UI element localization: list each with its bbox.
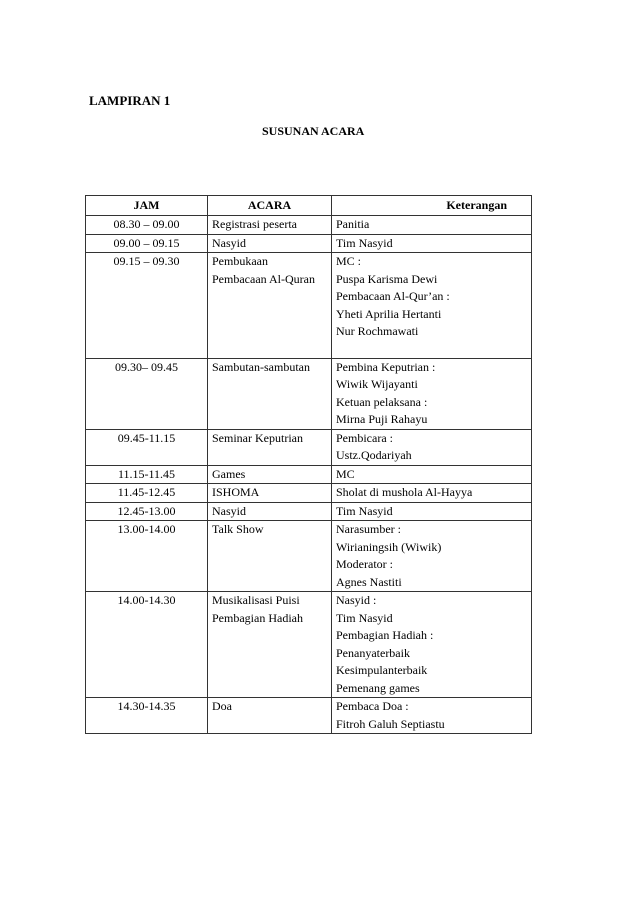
keterangan-line: Penanyaterbaik xyxy=(336,645,410,660)
keterangan-line: Pembicara : xyxy=(336,430,393,445)
cell-jam: 14.00-14.30 xyxy=(86,592,208,698)
cell-acara xyxy=(208,216,332,235)
acara-line: Pembukaan xyxy=(212,254,268,268)
acara-line: Talk Show xyxy=(212,522,264,536)
acara-line: Musikalisasi Puisi xyxy=(212,593,300,607)
cell-keterangan xyxy=(332,698,532,734)
keterangan-line: Pembacaan Al-Qur’an : xyxy=(336,289,450,303)
table-row xyxy=(86,429,532,465)
cell-acara xyxy=(208,698,332,734)
document-title: SUSUNAN ACARA xyxy=(262,124,365,138)
table-row xyxy=(86,358,532,429)
keterangan-line: Tim Nasyid xyxy=(336,610,393,625)
cell-jam: 12.45-13.00 xyxy=(86,502,208,521)
cell-keterangan xyxy=(332,521,532,592)
keterangan-line: Pembina Keputrian : xyxy=(336,359,436,374)
cell-acara xyxy=(208,521,332,592)
acara-line: Pembacaan Al-Quran xyxy=(212,271,315,286)
cell-keterangan xyxy=(332,484,532,503)
header-jam: JAM xyxy=(86,196,208,216)
keterangan-line: Nur Rochmawati xyxy=(336,324,419,338)
keterangan-line: Yheti Aprilia Hertanti xyxy=(336,306,442,321)
table-header-row xyxy=(86,196,532,216)
keterangan-line: MC : xyxy=(336,254,362,268)
acara-line: Nasyid xyxy=(212,235,246,250)
keterangan-line: Agnes Nastiti xyxy=(336,574,402,589)
cell-acara xyxy=(208,502,332,521)
keterangan-line: Narasumber : xyxy=(336,522,401,536)
cell-jam: 11.15-11.45 xyxy=(86,465,208,484)
cell-acara xyxy=(208,429,332,465)
acara-line: Registrasi peserta xyxy=(212,217,297,231)
cell-jam: 11.45-12.45 xyxy=(86,484,208,503)
cell-keterangan xyxy=(332,502,532,521)
cell-keterangan xyxy=(332,429,532,465)
cell-jam: 09.00 – 09.15 xyxy=(86,234,208,253)
cell-keterangan xyxy=(332,358,532,429)
cell-acara xyxy=(208,358,332,429)
keterangan-line: Ketuan pelaksana : xyxy=(336,394,428,409)
keterangan-line: Wiwik Wijayanti xyxy=(336,377,418,391)
cell-acara xyxy=(208,484,332,503)
table-row xyxy=(86,484,532,503)
acara-line: Seminar Keputrian xyxy=(212,430,303,445)
schedule-table xyxy=(85,195,532,734)
header-keterangan: Keterangan xyxy=(332,196,532,216)
keterangan-line: Mirna Puji Rahayu xyxy=(336,412,428,426)
keterangan-line: Panitia xyxy=(336,217,370,231)
keterangan-line: Tim Nasyid xyxy=(336,503,393,518)
cell-keterangan xyxy=(332,592,532,698)
table-row xyxy=(86,253,532,359)
table-row xyxy=(86,698,532,734)
cell-keterangan xyxy=(332,253,532,359)
keterangan-line: Nasyid : xyxy=(336,593,377,607)
cell-jam: 09.30– 09.45 xyxy=(86,358,208,429)
cell-acara xyxy=(208,234,332,253)
cell-acara xyxy=(208,465,332,484)
cell-acara xyxy=(208,592,332,698)
keterangan-line: Wirianingsih (Wiwik) xyxy=(336,539,442,554)
document-heading: LAMPIRAN 1 xyxy=(89,93,171,108)
keterangan-line: MC xyxy=(336,466,355,481)
table-row xyxy=(86,216,532,235)
cell-keterangan xyxy=(332,234,532,253)
table-row xyxy=(86,521,532,592)
table-row xyxy=(86,465,532,484)
table-row xyxy=(86,234,532,253)
acara-line: Doa xyxy=(212,699,232,713)
keterangan-line: Pembaca Doa : xyxy=(336,699,409,713)
cell-jam: 08.30 – 09.00 xyxy=(86,216,208,235)
header-acara: ACARA xyxy=(208,196,332,216)
keterangan-line: Tim Nasyid xyxy=(336,235,393,250)
keterangan-line: Ustz.Qodariyah xyxy=(336,448,412,462)
table-row xyxy=(86,592,532,698)
keterangan-line: Pembagian Hadiah : xyxy=(336,628,434,642)
keterangan-line: Fitroh Galuh Septiastu xyxy=(336,716,445,731)
acara-line: ISHOMA xyxy=(212,485,260,499)
keterangan-line: Kesimpulanterbaik xyxy=(336,663,428,677)
keterangan-line: Moderator : xyxy=(336,557,393,571)
keterangan-line: Pemenang games xyxy=(336,680,420,695)
cell-acara xyxy=(208,253,332,359)
table-row xyxy=(86,502,532,521)
acara-line: Sambutan-sambutan xyxy=(212,359,310,374)
schedule-body xyxy=(86,216,532,734)
keterangan-line: Puspa Karisma Dewi xyxy=(336,271,438,286)
acara-line: Games xyxy=(212,466,246,481)
cell-keterangan xyxy=(332,216,532,235)
acara-line: Nasyid xyxy=(212,503,246,518)
cell-jam: 14.30-14.35 xyxy=(86,698,208,734)
acara-line: Pembagian Hadiah xyxy=(212,610,303,625)
cell-jam: 13.00-14.00 xyxy=(86,521,208,592)
cell-jam: 09.15 – 09.30 xyxy=(86,253,208,359)
keterangan-line: Sholat di mushola Al-Hayya xyxy=(336,485,473,499)
cell-keterangan xyxy=(332,465,532,484)
cell-jam: 09.45-11.15 xyxy=(86,429,208,465)
